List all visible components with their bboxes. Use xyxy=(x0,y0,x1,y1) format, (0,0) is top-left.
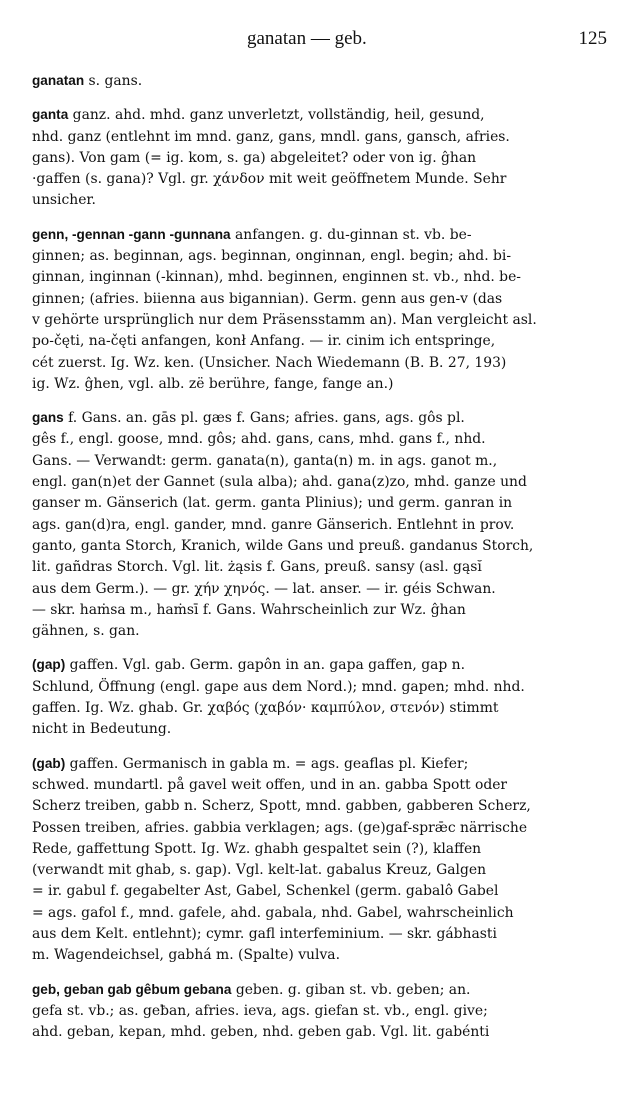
entry-text: m. Wagendeichsel, gabhá m. (Spalte) vulva. xyxy=(32,947,340,964)
entry-text: ig. Wz. ĝhen, vgl. alb. zë berühre, fange, fange an.) xyxy=(32,375,394,392)
headword: (gab) xyxy=(32,755,66,771)
entry-text: Rede, gaffettung Spott. Ig. Wz. ghabh gespaltet sein (?), klaffen xyxy=(32,840,482,857)
entry-text: anfangen. g. du-ginnan st. vb. be- xyxy=(230,226,472,243)
entry-gans xyxy=(32,407,607,642)
entry-text: s. gans. xyxy=(84,73,143,89)
entry-text: Scherz treiben, gabb n. Scherz, Spott, mnd. gabben, gabberen Scherz, xyxy=(32,798,531,815)
entry-text: gaffen. Ig. Wz. ghab. Gr. χαβός (χαβόν· καμπύλον, στενόν) stimmt xyxy=(32,700,499,717)
entry-text: ginnen; (afries. biienna aus bigannian). Germ. genn aus gen-v (das xyxy=(32,290,503,307)
headword: ganatan xyxy=(32,73,85,88)
entry-geb xyxy=(32,979,607,1044)
entry-text: cét zuerst. Ig. Wz. ken. (Unsicher. Nach Wiedemann (B. B. 27, 193) xyxy=(32,354,507,371)
entry-text: — skr. haṁsa m., haṁsī f. Gans. Wahrscheinlich zur Wz. ĝhan xyxy=(32,601,466,618)
entry-text: nhd. ganz (entlehnt im mnd. ganz, gans, mndl. gans, gansch, afries. xyxy=(32,128,510,145)
entry-text: gähnen, s. gan. xyxy=(32,623,140,640)
entry-text: gês f., engl. goose, mnd. gôs; ahd. gans, cans, mhd. gans f., nhd. xyxy=(32,431,486,448)
entry-text: Gans. — Verwandt: germ. ganata(n), ganta(n) m. in ags. ganot m., xyxy=(32,452,498,469)
entry-ganatan xyxy=(32,70,607,92)
entry-text: gefa st. vb.; as. geƀan, afries. ieva, ags. giefan st. vb., engl. give; xyxy=(32,1002,488,1019)
entry-text: ·gaffen (s. gana)? Vgl. gr. χάνδον mit weit geöffnetem Munde. Sehr xyxy=(32,171,507,188)
entry-text: po-čęti, na-čęti anfangen, konł Anfang. — ir. cinim ich entspringe, xyxy=(32,333,496,350)
entry-text: Possen treiben, afries. gabbia verklagen; ags. (ge)gaf-sprǣc närrische xyxy=(32,819,528,836)
page-number: 125 xyxy=(578,28,607,49)
entry-text: ganto, ganta Storch, Kranich, wilde Gans und preuß. gandanus Storch, xyxy=(32,537,534,554)
entry-text: schwed. mundartl. på gavel weit offen, und in an. gabba Spott oder xyxy=(32,776,508,793)
entry-text: aus dem Kelt. entlehnt); cymr. gafl interfeminium. — skr. gábhasti xyxy=(32,925,497,942)
entry-text: aus dem Germ.). — gr. χήν χηνός. — lat. anser. — ir. géis Schwan. xyxy=(32,580,496,597)
entries xyxy=(32,70,607,1043)
entry-gap xyxy=(32,654,607,740)
entry-text: gaffen. Vgl. gab. Germ. gapôn in an. gapa gaffen, gap n. xyxy=(65,657,466,674)
headword: ganta xyxy=(32,107,69,123)
entry-genn xyxy=(32,224,607,395)
entry-text: gans). Von gam (= ig. kom, s. ga) abgeleitet? oder von ig. ĝhan xyxy=(32,149,477,166)
entry-text: Schlund, Öffnung (engl. gape aus dem Nord.); mnd. gapen; mhd. nhd. xyxy=(32,678,525,695)
entry-text: ahd. geban, kepan, mhd. geben, nhd. geben gab. Vgl. lit. gabénti xyxy=(32,1024,490,1041)
entry-text: lit. gañdras Storch. Vgl. lit. żąsis f. Gans, preuß. sansy (asl. gąsĭ xyxy=(32,559,482,576)
entry-text: = ags. gafol f., mnd. gafele, ahd. gabala, nhd. Gabel, wahrscheinlich xyxy=(32,904,514,921)
entry-text: ganser m. Gänserich (lat. germ. ganta Plinius); und germ. ganran in xyxy=(32,495,513,512)
entry-text: = ir. gabul f. gegabelter Ast, Gabel, Schenkel (germ. gabalô Gabel xyxy=(32,883,499,900)
entry-text: geben. g. giban st. vb. geben; an. xyxy=(231,981,471,998)
entry-text: unsicher. xyxy=(32,192,96,209)
running-head xyxy=(32,16,607,49)
entry-text: (verwandt mit ghab, s. gap). Vgl. kelt-lat. gabalus Kreuz, Galgen xyxy=(32,862,487,879)
entry-text: ginnen; as. beginnan, ags. beginnan, onginnan, engl. begin; ahd. bi- xyxy=(32,248,512,265)
entry-gab xyxy=(32,753,607,967)
headword: geb, geban gab gêbum gebana xyxy=(32,981,232,997)
entry-text: v gehörte ursprünglich nur dem Präsensstamm an). Man vergleicht asl. xyxy=(32,311,537,328)
entry-text: nicht in Bedeutung. xyxy=(32,721,172,738)
entry-text: ags. gan(d)ra, engl. gander, mnd. ganre Gänserich. Entlehnt in prov. xyxy=(32,516,515,533)
headword: (gap) xyxy=(32,657,66,673)
entry-text: f. Gans. an. gās pl. gæs f. Gans; afries. gans, ags. gôs pl. xyxy=(63,410,465,427)
headword: genn, -gennan -gann -gunnana xyxy=(32,226,231,242)
entry-text: ganz. ahd. mhd. ganz unverletzt, vollständig, heil, gesund, xyxy=(68,107,485,124)
entry-text: engl. gan(n)et der Gannet (sula alba); ahd. gana(z)zo, mhd. ganze und xyxy=(32,474,527,491)
entry-text: ginnan, inginnan (-kinnan), mhd. beginnen, enginnen st. vb., nhd. be- xyxy=(32,269,521,286)
running-title: ganatan — geb. xyxy=(247,28,367,49)
entry-ganta xyxy=(32,104,607,211)
entry-text: gaffen. Germanisch in gabla m. = ags. geaflas pl. Kiefer; xyxy=(65,755,469,772)
headword: gans xyxy=(32,410,64,426)
